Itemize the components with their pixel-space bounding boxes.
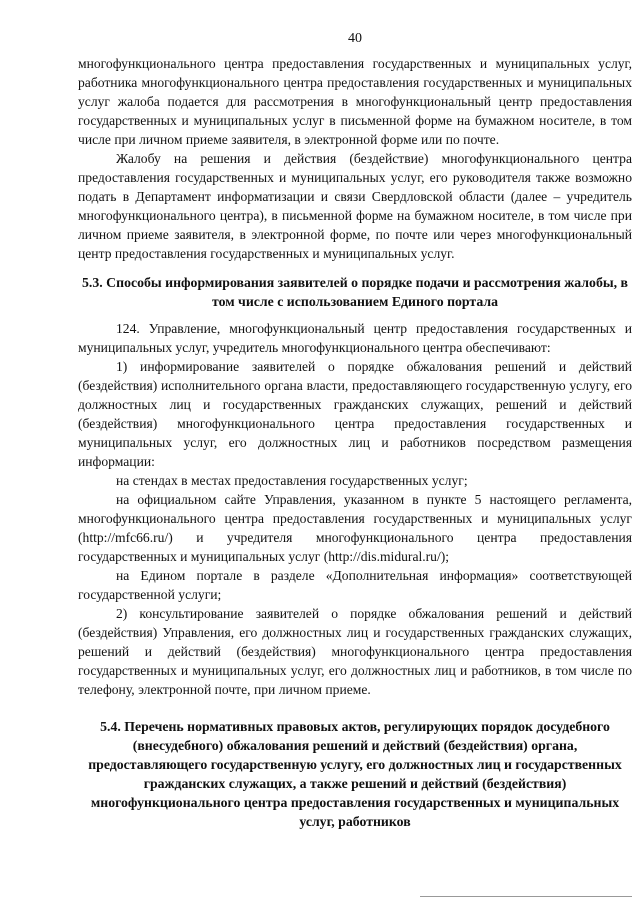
section-5-3-heading: 5.3. Способы информирования заявителей о порядке подачи и рассмотрения жалобы, в том числе с использованием Единого портала [82,275,628,309]
paragraph-124: 124. Управление, многофункциональный центр предоставления государственных и муниципальных услуг, учредитель многофункционального центра обеспечивают: [78,321,632,355]
paragraph-complaint-mfc: многофункционального центра предоставления государственных и муниципальных услуг, работника многофункционального центра предоставления государственных и муниципальных услуг жалоба подается для рассмотрения в многофункциональный центр предоставления государственных и муниципальных услуг в письменной форме на бумажном носителе, в том числе при личном приеме заявителя, в электронной форме или по почте. [78,56,632,147]
list-item-2: 2) консультирование заявителей о порядке обжалования решений и действий (бездействия) Управления, его должностных лиц и государственных гражданских служащих, решений и действий (бездействия) многофункционального центра предоставления государственных и муниципальных услуг, его должностных лиц и работников, в том числе по телефону, электронной почте, при личном приеме. [78,606,632,697]
bullet-stands: на стендах в местах предоставления государственных услуг; [116,473,468,488]
page-bottom-rule [420,896,632,897]
section-5-4-heading: 5.4. Перечень нормативных правовых актов, регулирующих порядок досудебного (внесудебного) обжалования решений и действий (бездействия) органа, предоставляющего государственную услугу, его должностных лиц и государственных гражданских служащих, а также решений и действий (бездействия) многофункционального центра предоставления государственных и муниципальных услуг, работников [88,719,622,829]
section-spacer [78,699,632,707]
page-number: 40 [348,31,362,46]
list-item-1: 1) информирование заявителей о порядке обжалования решений и действий (бездействия) исполнительного органа власти, предоставляющего государственную услугу, его должностных лиц и государственных гражданских служащих, решений и действий (бездействия) многофункционального центра предоставления государственных и муниципальных услуг, его должностных лиц и работников посредством размещения информации: [78,359,632,469]
bullet-single-portal: на Едином портале в разделе «Дополнительная информация» соответствующей государственной услуги; [78,568,632,602]
bullet-official-site: на официальном сайте Управления, указанном в пункте 5 настоящего регламента, многофункционального центра предоставления государственных и муниципальных услуг (http://mfc66.ru/) и учредителя многофункционального центра предоставления государственных и муниципальных услуг (http://dis.midural.ru/); [78,492,632,564]
paragraph-complaint-department: Жалобу на решения и действия (бездействие) многофункционального центра предоставления государственных и муниципальных услуг, его руководителя также возможно подать в Департамент информатизации и связи Свердловской области (далее – учредитель многофункционального центра), в письменной форме на бумажном носителе, в том числе при личном приеме заявителя, в электронной форме, по почте или через многофункциональный центр предоставления государственных и муниципальных услуг. [78,151,632,261]
